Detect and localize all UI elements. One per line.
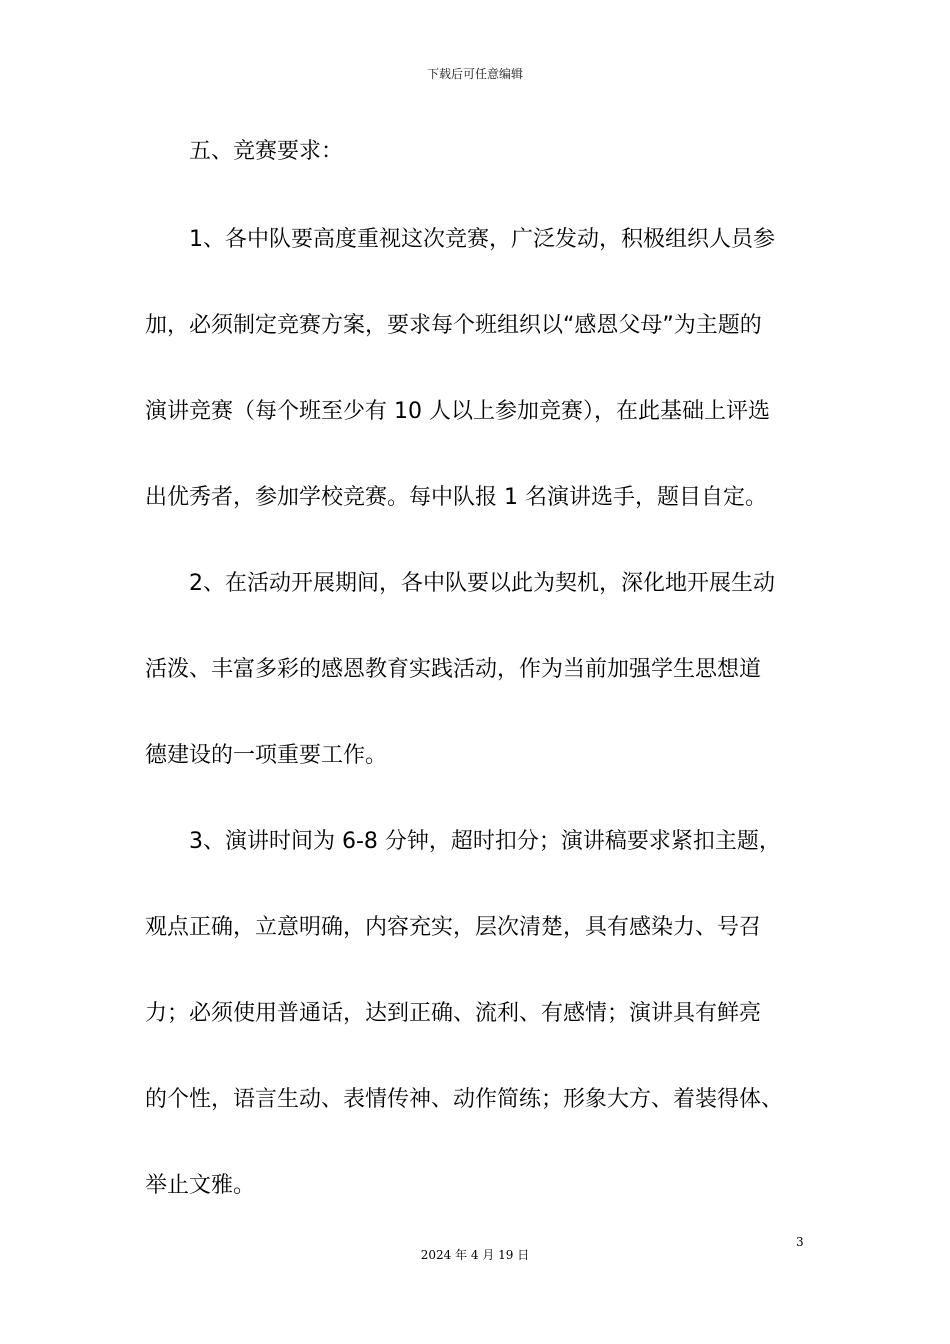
document-body xyxy=(145,130,810,1250)
text-line: 2、在活动开展期间，各中队要以此为契机，深化地开展生动 xyxy=(189,571,775,596)
page-header: 下载后可任意编辑 xyxy=(426,67,523,81)
paragraph-1 xyxy=(145,218,810,562)
text-line: 力；必须使用普通话，达到正确、流利、有感情；演讲具有鲜亮 xyxy=(145,1001,762,1026)
text-line: 德建设的一项重要工作。 xyxy=(145,743,388,768)
text-line: 加，必须制定竞赛方案，要求每个班组织以“感恩父母”为主题的 xyxy=(145,313,762,338)
text-line: 的个性，语言生动、表情传神、动作简练；形象大方、着装得体、 xyxy=(145,1087,784,1112)
text-line: 举止文雅。 xyxy=(145,1173,256,1198)
text-line: 出优秀者，参加学校竞赛。每中队报 1 名演讲选手，题目自定。 xyxy=(145,485,767,510)
text-line: 活泼、丰富多彩的感恩教育实践活动，作为当前加强学生思想道 xyxy=(145,657,762,682)
paragraph-gap xyxy=(145,174,810,218)
footer-date: 2024 年 4 月 19 日 xyxy=(420,1248,530,1262)
text-line: 观点正确，立意明确，内容充实，层次清楚，具有感染力、号召 xyxy=(145,915,762,940)
paragraph-3 xyxy=(145,820,810,1250)
text-line: 3、演讲时间为 6-8 分钟，超时扣分；演讲稿要求紧扣主题， xyxy=(189,829,781,854)
text-line: 演讲竞赛（每个班至少有 10 人以上参加竞赛），在此基础上评选 xyxy=(145,399,770,424)
section-title: 五、竞赛要求： xyxy=(189,139,344,164)
paragraph-2 xyxy=(145,562,810,820)
text-line: 1、各中队要高度重视这次竞赛，广泛发动，积极组织人员参 xyxy=(189,227,775,252)
page-number: 3 xyxy=(796,1235,804,1249)
